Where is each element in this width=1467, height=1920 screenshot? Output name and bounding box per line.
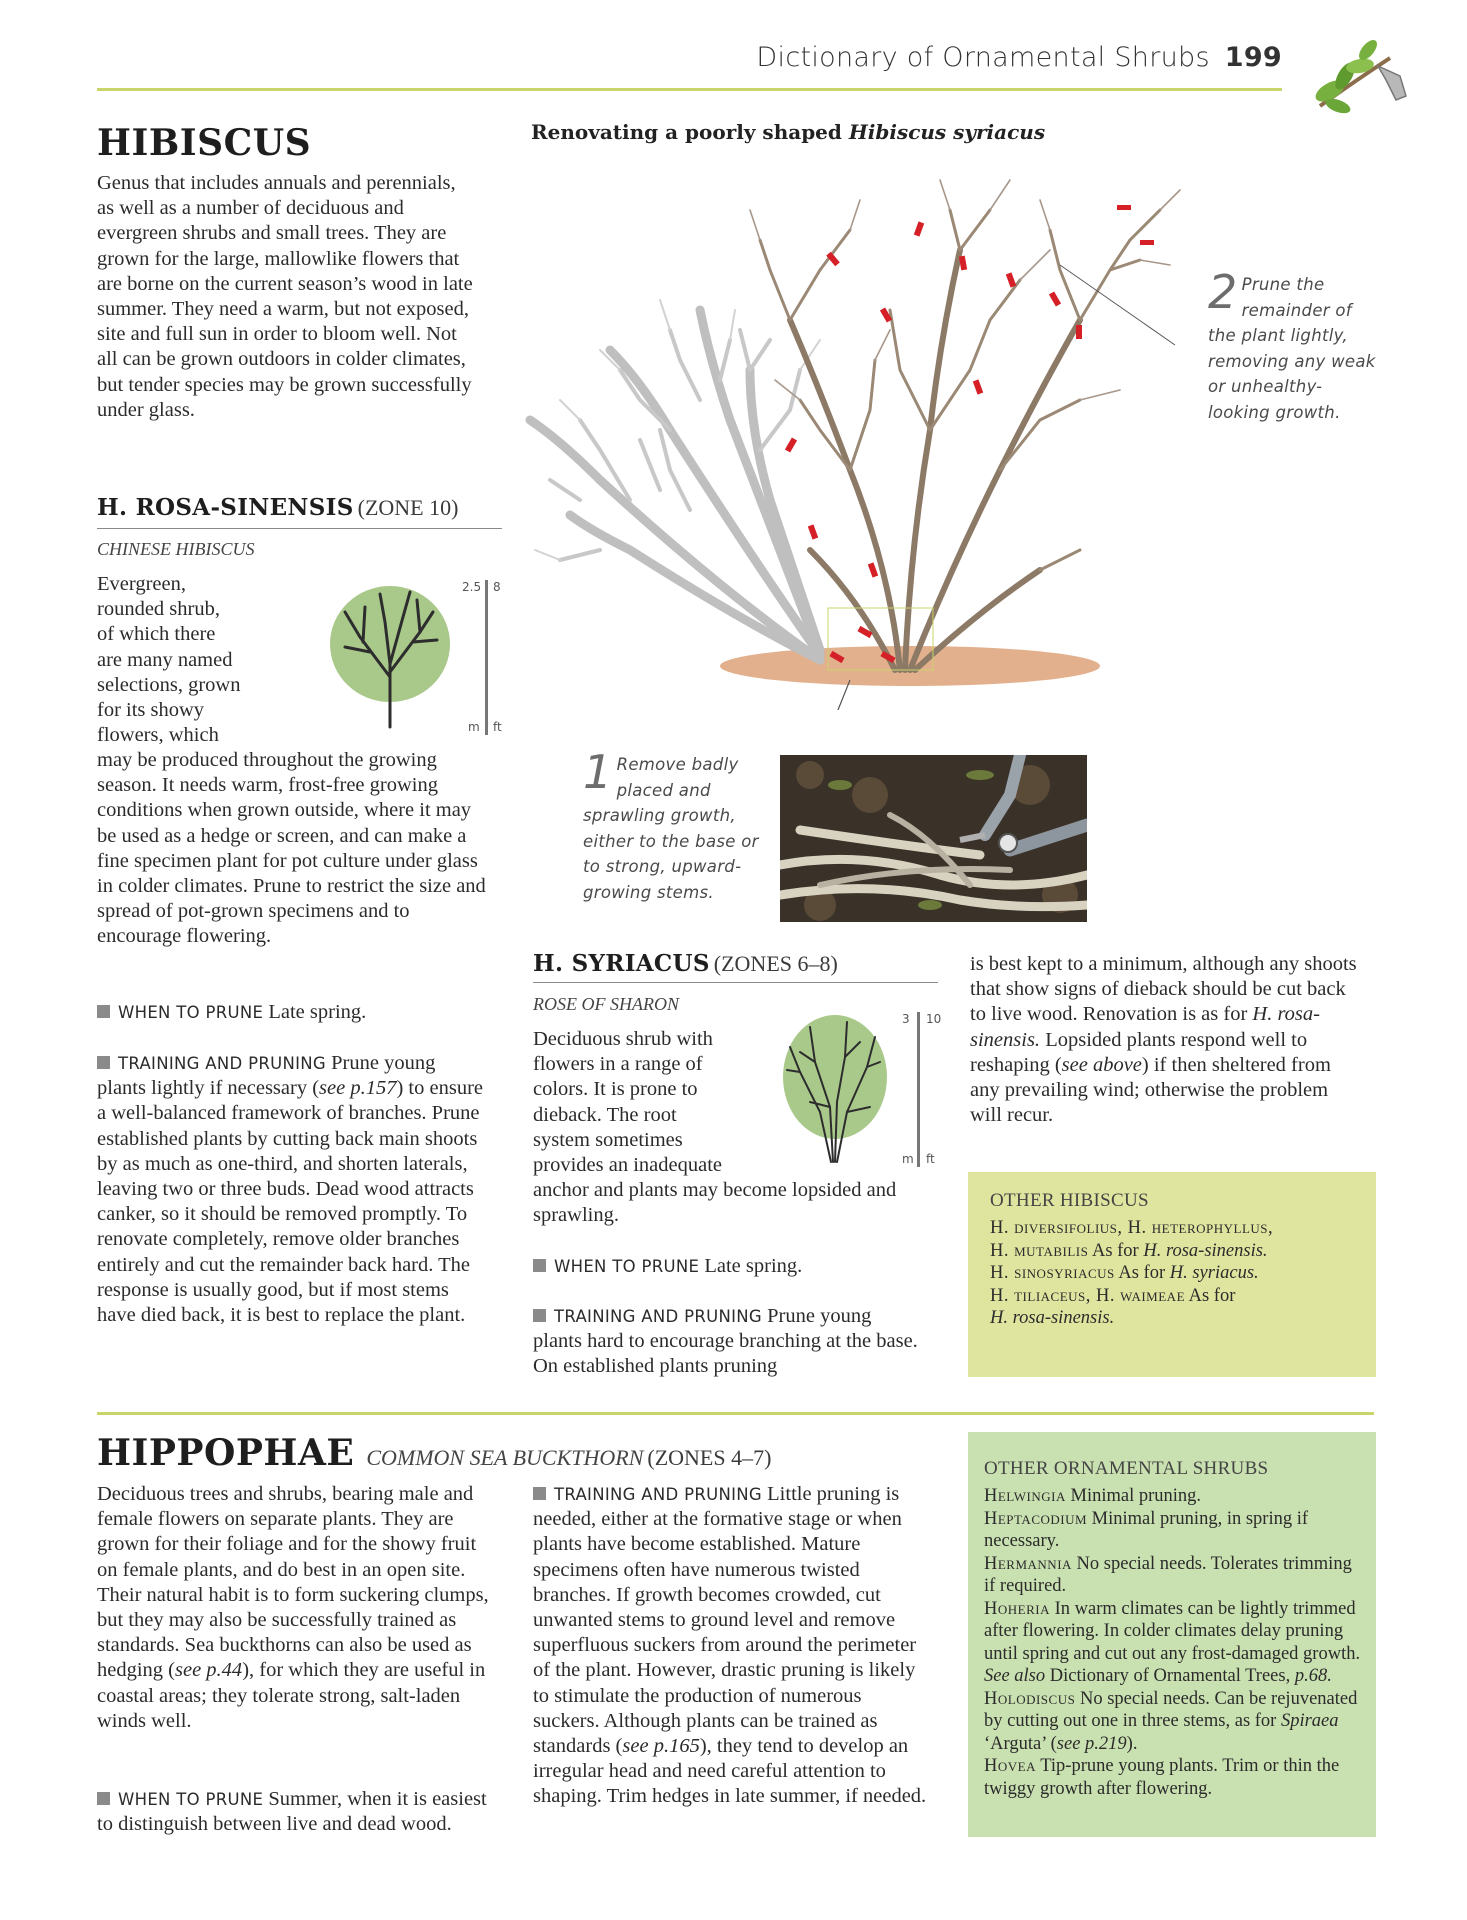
figure-step-1 (583, 745, 768, 905)
entry-text: ). (1126, 1733, 1138, 1754)
continued-ital: H. rosa-sinensis. (970, 1003, 1320, 1051)
syriacus-scale-m: 3 (902, 1012, 910, 1026)
syriacus-common-name: ROSE OF SHARON (533, 994, 679, 1014)
training-text: Prune young plants hard to encourage branching at the base. On established plants pruning (533, 1305, 918, 1378)
entry-text: As for (1185, 1285, 1236, 1306)
desc-line: colors. It is prone to (533, 1078, 698, 1101)
other-shrubs-entry (984, 1553, 1364, 1598)
entry-ital: Spiraea (1280, 1711, 1339, 1731)
running-header (0, 42, 1282, 73)
syriacus-continued (970, 952, 1362, 1128)
plant-name: Heptacodium (984, 1508, 1088, 1529)
syriacus-scale-ft: 10 (926, 1012, 942, 1026)
figure-title-text: Renovating a poorly shaped (531, 120, 849, 144)
bullet-square (533, 1309, 546, 1322)
desc-line: provides an inadequate (533, 1154, 722, 1177)
page-reference: p.68. (1294, 1666, 1332, 1686)
hippophae-when (97, 1787, 499, 1837)
genus-title-hippophae: HIPPOPHAE (97, 1432, 355, 1474)
page-reference: see p.219 (1056, 1733, 1127, 1754)
rosa-sinensis-desc-rest: may be produced throughout the growing season. It needs warm, frost-free growing conditions when grown outside, where it may be used as a hedge or screen, and can make a fine specimen plant for pot culture under glass in colder climates. Prune to restrict the size and spread of pot-grown specimens and to encourage flowering. (97, 749, 486, 948)
entry-text: Minimal pruning. (1065, 1486, 1202, 1506)
when-label: WHEN TO PRUNE (554, 1257, 700, 1276)
plant-name: Holodiscus (984, 1688, 1076, 1709)
hippophae-zone: (ZONES 4–7) (647, 1445, 772, 1470)
continued-text: Lopsided plants respond well to reshaping ( (970, 1028, 1308, 1076)
desc-line: rounded shrub, (97, 598, 220, 621)
step-text: Prune the remainder of the plant lightly, removing any weak or unhealthy-looking growth. (1208, 275, 1376, 422)
plant-name: Hermannia (984, 1553, 1072, 1574)
rosa-sinensis-training (97, 1051, 489, 1328)
species-name: H. sinosyriacus (990, 1263, 1115, 1283)
syriacus-scale-bar (917, 1012, 920, 1167)
rosa-sinensis-common-name: CHINESE HIBISCUS (97, 539, 255, 559)
section-divider (97, 1412, 1374, 1415)
rosa-sinensis-when (97, 1000, 489, 1025)
bullet-square (533, 1259, 546, 1272)
rosa-sinensis-scale-ft-label: ft (493, 720, 502, 734)
continued-text: ) if then sheltered from any prevailing wind; otherwise the problem will recur. (970, 1053, 1331, 1127)
species-name: H. mutabilis (990, 1240, 1089, 1261)
rosa-sinensis-zone: (ZONE 10) (357, 495, 459, 520)
rosa-sinensis-heading (97, 494, 458, 521)
figure-title (531, 120, 1045, 144)
cross-reference: See also (984, 1666, 1046, 1686)
desc-line: Deciduous shrub with (533, 1028, 713, 1050)
rosa-sinensis-scale-m-label: m (468, 720, 480, 734)
entry-text: Dictionary of Ornamental Trees, (1045, 1666, 1295, 1686)
syriacus-heading (533, 950, 838, 977)
training-text: Prune young plants lightly if necessary ( (97, 1052, 436, 1100)
loppers-photo (780, 755, 1087, 922)
bullet-square (97, 1792, 110, 1805)
cross-reference: see above (1061, 1053, 1142, 1076)
plant-name: Hovea (984, 1756, 1036, 1776)
rosa-sinensis-scale-bar (485, 580, 488, 735)
page-reference: see p.157 (319, 1077, 397, 1100)
entry-text: In warm climates can be lightly trimmed after flowering. In colder climates delay pruning until spring and cut out any frost-damaged growth. (984, 1598, 1361, 1664)
other-hibiscus-title: OTHER HIBISCUS (990, 1190, 1149, 1211)
training-label: TRAINING AND PRUNING (118, 1054, 327, 1073)
continued-text: is best kept to a minimum, although any shoots that show signs of dieback should be cut back to live wood. Renovation is as for (970, 953, 1357, 1026)
when-label: WHEN TO PRUNE (118, 1003, 264, 1022)
syriacus-shrub-illustration (775, 1012, 895, 1167)
desc-line: Evergreen, (97, 573, 186, 595)
intro-text: ), for which they are useful in coastal areas; they tolerate strong, salt-laden winds well. (97, 1659, 486, 1732)
rosa-sinensis-shrub-illustration (325, 582, 455, 732)
when-text: Summer, when it is easiest to distinguish between live and dead wood. (97, 1788, 487, 1836)
syriacus-name: H. SYRIACUS (533, 950, 710, 977)
pruning-shears-with-leaves-icon (1300, 36, 1410, 126)
desc-line: flowers in a range of (533, 1053, 703, 1076)
desc-line: system sometimes (533, 1128, 683, 1151)
syriacus-rule (533, 982, 938, 983)
hibiscus-intro: Genus that includes annuals and perennials, as well as a number of deciduous and evergreen shrubs and small trees. They are grown for the large, mallowlike flowers that are borne on the current season’s wood in late summer. They need a warm, but not exposed, site and full sun in order to bloom well. Not all can be grown outdoors in colder climates, but tender species may be grown successfully under glass. (97, 172, 473, 421)
other-shrubs-list (984, 1485, 1364, 1800)
entry-ital: H. syriacus. (1169, 1263, 1259, 1283)
other-shrubs-entry (984, 1598, 1364, 1688)
other-shrubs-box (968, 1432, 1376, 1837)
running-title: Dictionary of Ornamental Shrubs (756, 42, 1210, 73)
intro-text: Deciduous trees and shrubs, bearing male and female flowers on separate plants. They are grown for their foliage and for the showy fruit on female plants, and do best in an open site. Their natural habit is to form suckering clumps, but they may also be successfully trained as standards. Sea buckthorns can also be used as hedging ( (97, 1483, 489, 1682)
species-name: H. tiliaceus, H. waimeae (990, 1285, 1186, 1306)
rosa-sinensis-scale-ft: 8 (493, 580, 501, 594)
shrub-renovation-illustration (520, 170, 1210, 710)
syriacus-training (533, 1304, 923, 1380)
other-hibiscus-entry: H. rosa-sinensis. (990, 1308, 1115, 1328)
other-shrubs-entry (984, 1508, 1364, 1553)
other-hibiscus-entry (990, 1285, 1360, 1308)
entry-text: No special needs. Can be rejuvenated by cutting out one in three stems, as for (984, 1688, 1358, 1731)
rosa-sinensis-desc-short (97, 572, 287, 748)
header-rule (97, 88, 1282, 91)
figure-step-2 (1208, 265, 1383, 425)
desc-line: dieback. The root (533, 1103, 677, 1126)
step-number: 1 (583, 745, 613, 799)
bullet-square (97, 1056, 110, 1069)
other-shrubs-title: OTHER ORNAMENTAL SHRUBS (984, 1458, 1269, 1479)
entry-text: ‘Arguta’ ( (984, 1733, 1057, 1754)
plant-name: Helwingia (984, 1486, 1066, 1506)
other-hibiscus-list (990, 1217, 1360, 1330)
hippophae-training (533, 1482, 933, 1810)
syriacus-zone: (ZONES 6–8) (713, 951, 838, 976)
desc-line: flowers, which (97, 724, 219, 747)
rosa-sinensis-rule (97, 528, 502, 529)
desc-line: for its showy (97, 699, 205, 722)
syriacus-desc-short (533, 1027, 763, 1178)
rosa-sinensis-scale-m: 2.5 (462, 580, 482, 594)
genus-title-hibiscus: HIBISCUS (97, 122, 312, 164)
syriacus-scale-m-label: m (902, 1152, 914, 1166)
when-label: WHEN TO PRUNE (118, 1790, 264, 1809)
rosa-sinensis-name: H. ROSA-SINENSIS (97, 494, 354, 521)
syriacus-scale-ft-label: ft (926, 1152, 935, 1166)
desc-line: of which there (97, 623, 216, 646)
other-shrubs-entry (984, 1688, 1364, 1756)
entry-ital: H. rosa-sinensis. (1143, 1240, 1268, 1261)
entry-text: As for (1088, 1240, 1144, 1261)
syriacus-when (533, 1254, 923, 1279)
other-hibiscus-box (968, 1172, 1376, 1377)
entry-text: No special needs. Tolerates trimming if required. (984, 1553, 1352, 1596)
bullet-square (533, 1487, 546, 1500)
entry-text: Minimal pruning, in spring if necessary. (984, 1508, 1309, 1551)
other-shrubs-entry (984, 1485, 1364, 1508)
other-hibiscus-entry: H. diversifolius, H. heterophyllus, (990, 1218, 1274, 1238)
page-reference: see p.165 (622, 1735, 700, 1758)
page-reference: see p.44 (175, 1659, 243, 1682)
syriacus-desc-rest: anchor and plants may become lopsided and sprawling. (533, 1179, 897, 1227)
hippophae-common-name: COMMON SEA BUCKTHORN (366, 1445, 644, 1470)
when-text: Late spring. (704, 1255, 803, 1277)
training-text: ), they tend to develop an irregular head and need careful attention to shaping. Trim hedges in late summer, if needed. (533, 1735, 927, 1808)
hippophae-intro (97, 1482, 499, 1734)
figure-title-species: Hibiscus syriacus (848, 120, 1046, 144)
other-hibiscus-entry (990, 1240, 1360, 1263)
page-number: 199 (1224, 42, 1282, 73)
desc-line: are many named (97, 648, 233, 671)
desc-line: selections, grown (97, 673, 241, 696)
entry-text: Tip-prune young plants. Trim or thin the twiggy growth after flowering. (984, 1756, 1340, 1799)
step-number: 2 (1208, 265, 1238, 319)
training-text: Little pruning is needed, either at the formative stage or when plants have become established. Mature specimens often have numerous twisted branches. If growth becomes crowded, cut unwanted stems to ground level and remove superfluous suckers from around the perimeter of the plant. However, drastic pruning is likely to stimulate the production of numerous suckers. Although plants can be trained as standards ( (533, 1483, 917, 1758)
hippophae-heading (97, 1432, 771, 1474)
bullet-square (97, 1005, 110, 1018)
other-hibiscus-entry (990, 1262, 1360, 1285)
training-label: TRAINING AND PRUNING (554, 1307, 763, 1326)
training-label: TRAINING AND PRUNING (554, 1485, 763, 1504)
plant-name: Hoheria (984, 1598, 1050, 1619)
other-shrubs-entry (984, 1755, 1364, 1800)
when-text: Late spring. (268, 1001, 367, 1023)
entry-text: As for (1114, 1263, 1170, 1283)
training-text: ) to ensure a well-balanced framework of branches. Prune established plants by cutting back main shoots by as much as one-third, and shorten laterals, leaving two or three buds. Dead wood attracts canker, so it should be removed promptly. To renovate completely, remove older branches entirely and cut the remainder back hard. The response is usually good, but if most stems have died back, it is best to replace the plant. (97, 1077, 483, 1327)
step-text: Remove badly placed and sprawling growth, either to the base or to strong, upward-growing stems. (583, 755, 759, 902)
